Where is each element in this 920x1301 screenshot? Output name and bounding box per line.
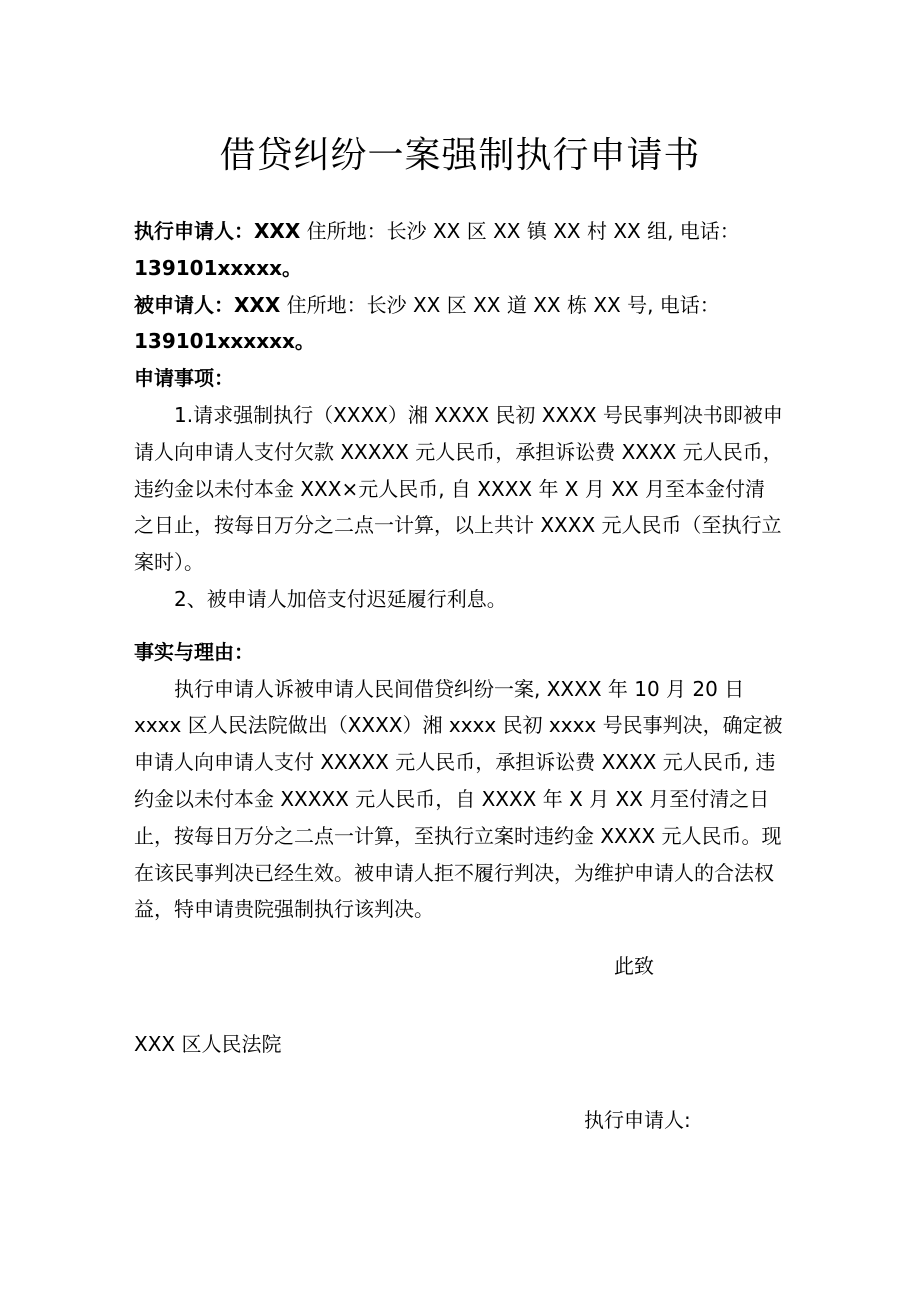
applicant-label: 执行申请人： [134, 219, 254, 243]
facts-heading: 事实与理由： [134, 639, 254, 664]
applicant-name: XXX [254, 219, 301, 243]
respondent-phone: 139101xxxxxx。 [134, 329, 315, 354]
court-name: XXX 区人民法院 [134, 1032, 282, 1056]
applicant-address: 住所地：长沙 XX 区 XX 镇 XX 村 XX 组, 电话： [306, 219, 740, 243]
request-item-1: 1.请求强制执行（XXXX）湘 XXXX 民初 XXXX 号民事判决书即被申请人向申请人支付欠款 XXXXX 元人民币，承担诉讼费 XXXX 元人民币，违约金以未付本金 XXX×元人民币, 自 XXXX 年 X 月 XX 月至本金付清之日止，按每日万分之二点一计算，以上共计 XXXX 元人民币（至执行立案时）。 [134, 402, 783, 575]
document-body [134, 213, 784, 928]
requests-heading: 申请事项： [134, 366, 234, 391]
document-title: 借贷纠纷一案强制执行申请书 [219, 135, 701, 176]
respondent-name: XXX [234, 292, 281, 317]
facts-text: 执行申请人诉被申请人民间借贷纠纷一案, XXXX 年 10 月 20 日 xxxx 区人民法院做出（XXXX）湘 xxxx 民初 xxxx 号民事判决，确定被申请人向申请人支付 XXXXX 元人民币，承担诉讼费 XXXX 元人民币, 违约金以未付本金 XXXXX 元人民币，自 XXXX 年 X 月 XX 月至付清之日止，按每日万分之二点一计算，至执行立案时违约金 XXXX 元人民币。现在该民事判决已经生效。被申请人拒不履行判决，为维护申请人的合法权益，特申请贵院强制执行该判决。 [134, 676, 783, 922]
request-item-2: 2、被申请人加倍支付迟延履行利息。 [174, 586, 507, 611]
respondent-address: 住所地：长沙 XX 区 XX 道 XX 栋 XX 号, 电话： [286, 292, 720, 317]
signature-label: 执行申请人: [584, 1108, 691, 1132]
salutation: 此致 [614, 954, 654, 978]
applicant-phone: 139101xxxxx。 [134, 255, 302, 280]
respondent-label: 被申请人： [134, 292, 234, 317]
respondent-line [134, 287, 784, 324]
applicant-line [134, 213, 784, 250]
